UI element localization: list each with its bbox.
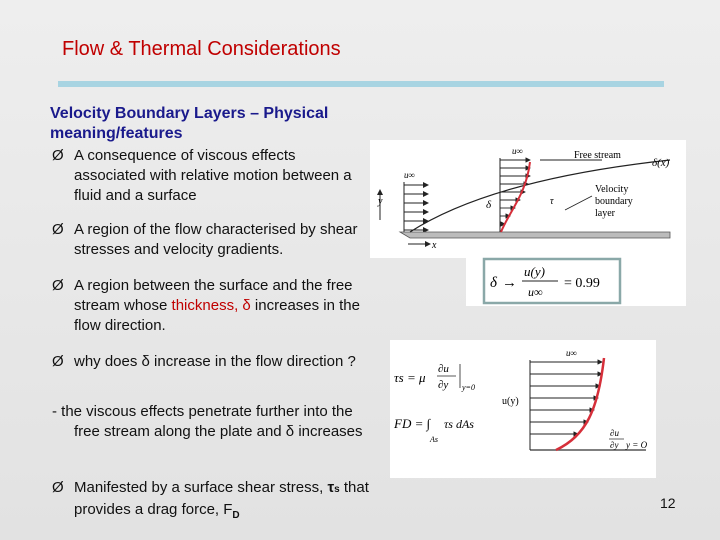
bl-label-line-1: Velocity <box>595 184 629 195</box>
inlet-u-inf-label: u∞ <box>404 170 415 180</box>
bullet-arrow-icon: Ø <box>52 479 64 496</box>
drag-area-label: As <box>430 435 438 444</box>
tau-du: ∂u <box>438 363 449 375</box>
eval-at-wall: y=0 <box>462 383 475 392</box>
def-rhs: = 0.99 <box>564 276 600 291</box>
bullet-item-1 <box>52 146 370 206</box>
bl-label-line-3: layer <box>595 208 615 219</box>
bullet-arrow-icon: Ø <box>52 221 64 238</box>
delta-x-label: δ(x) <box>652 157 670 169</box>
bullet-item-2 <box>52 220 370 260</box>
bullet-text: why does δ increase in the flow direction ? <box>74 353 356 370</box>
u-y-label: u(y) <box>502 396 519 407</box>
shear-stress-svg <box>390 340 656 478</box>
slide-title: Flow & Thermal Considerations <box>62 38 341 60</box>
profile-arrows <box>500 160 530 224</box>
bl-label-pointer <box>565 196 592 210</box>
thickness-definition-svg <box>466 256 686 306</box>
velocity-profile-curve <box>501 162 530 232</box>
tau-symbol: τ <box>327 479 335 496</box>
bullet-item-5 <box>52 478 370 526</box>
thickness-definition-box <box>466 256 686 306</box>
title-divider <box>58 81 664 87</box>
delta-label: δ <box>486 199 492 211</box>
bullet-arrow-icon: Ø <box>52 147 64 164</box>
slope-at-wall: y = O <box>626 440 648 450</box>
tau-label: τ <box>550 196 554 207</box>
u-inf-label: u∞ <box>566 348 577 358</box>
slope-du: ∂u <box>610 428 619 438</box>
tau-dy: ∂y <box>438 379 449 391</box>
explanation-note: - the viscous effects penetrate further into the free stream along the plate and δ increases <box>52 403 363 440</box>
boundary-layer-svg <box>370 140 686 258</box>
inlet-velocity-arrows <box>404 182 428 232</box>
velocity-profile-curve <box>556 358 604 450</box>
drag-subscript: D <box>232 510 240 521</box>
page-number: 12 <box>660 495 676 511</box>
bullet-arrow-icon: Ø <box>52 353 64 370</box>
bullet-text: A region of the flow characterised by shear stresses and velocity gradients. <box>74 221 358 258</box>
thickness-highlight: thickness, δ <box>171 297 251 314</box>
profile-u-inf-label: u∞ <box>512 146 523 156</box>
tau-s-eq: τs = μ <box>394 370 426 385</box>
profile-arrows <box>530 362 602 434</box>
x-axis-label: x <box>432 240 437 251</box>
bullet-text-post: increases in the flow direction. <box>74 297 360 334</box>
bullet-item-3 <box>52 276 370 336</box>
bullet-item-4 <box>52 352 370 372</box>
tau-subscript: s <box>334 484 340 495</box>
shear-stress-diagram <box>390 340 656 478</box>
def-arrow: → <box>502 275 517 291</box>
flat-plate <box>400 232 670 238</box>
bullet-text-pre: A region between the surface and the free stream whose <box>74 277 353 314</box>
def-numerator: u(y) <box>524 264 545 279</box>
def-delta: δ <box>490 275 497 291</box>
bullet-text-mid: that provides a drag force, F <box>74 479 369 518</box>
y-axis-label: y <box>378 196 383 207</box>
bullet-text-pre: Manifested by a surface shear stress, <box>74 479 328 496</box>
def-denominator: u∞ <box>528 285 543 299</box>
bullet-arrow-icon: Ø <box>52 277 64 294</box>
slope-dy: ∂y <box>610 440 619 450</box>
drag-eq: FD = ∫ <box>394 416 431 431</box>
bl-label-line-2: boundary <box>595 196 633 207</box>
bullet-text: A consequence of viscous effects associated with relative motion between a fluid and a surface <box>74 147 352 204</box>
boundary-layer-diagram <box>370 140 686 258</box>
free-stream-label: Free stream <box>574 150 621 161</box>
drag-integrand: τs dAs <box>444 417 474 431</box>
section-heading: Velocity Boundary Layers – Physical meaning/features <box>50 105 329 142</box>
